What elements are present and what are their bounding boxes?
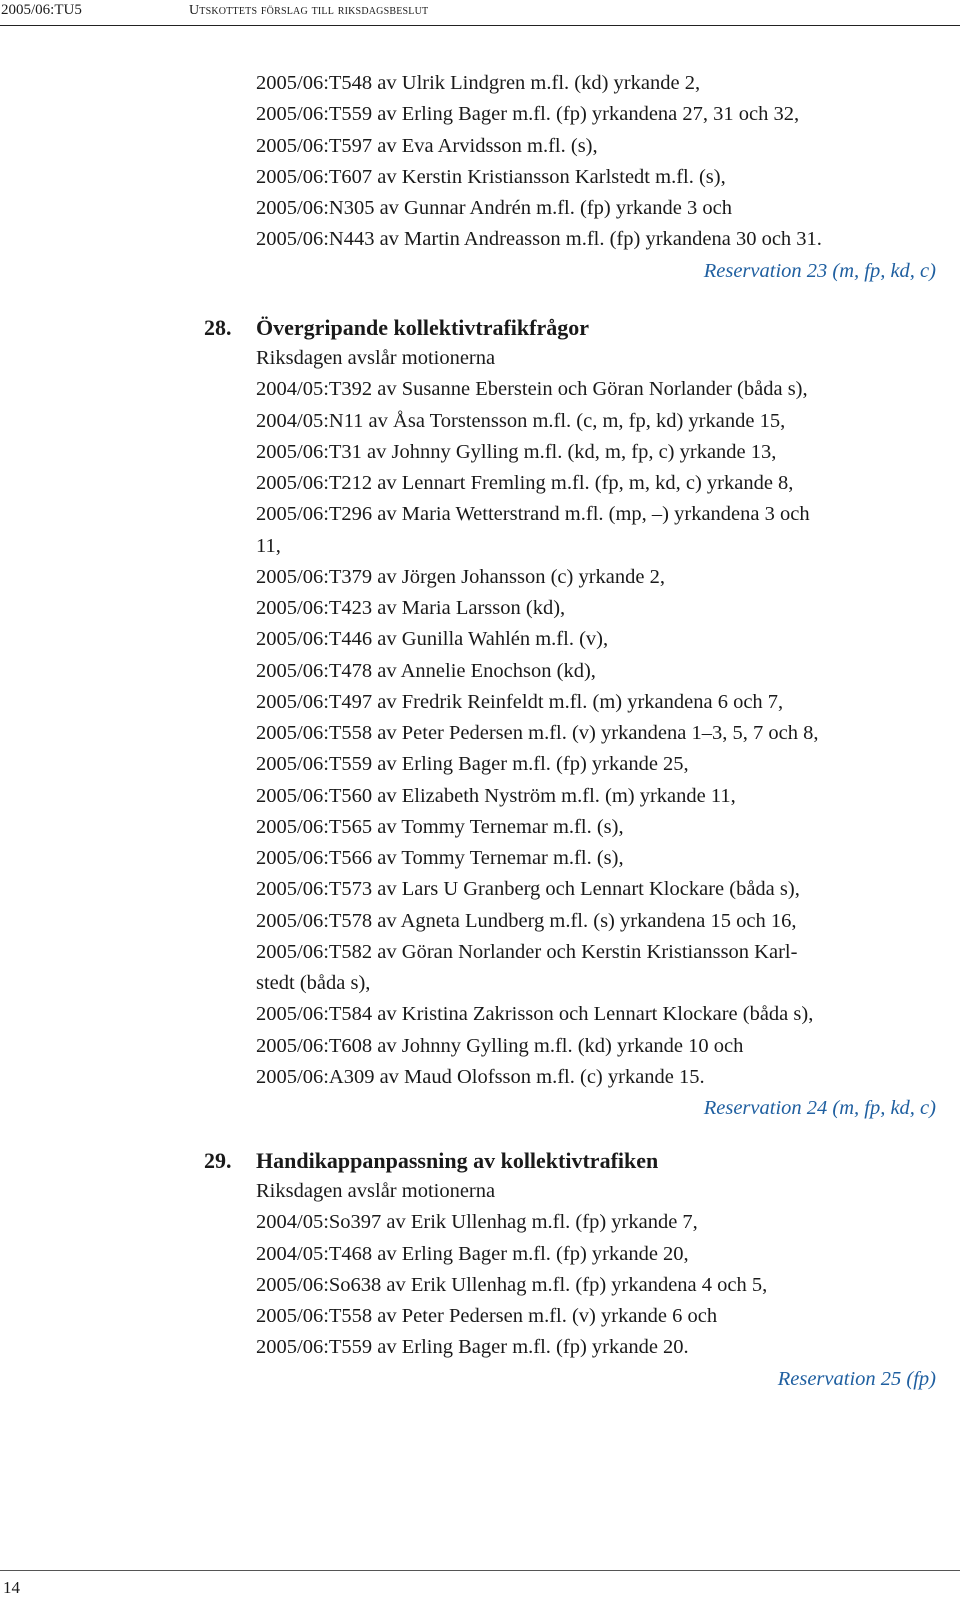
reservation-link[interactable]: Reservation 23 (m, fp, kd, c): [703, 259, 936, 282]
document-id: 2005/06:TU5: [1, 2, 82, 18]
header-rule: [0, 25, 960, 26]
section-heading: [204, 1145, 936, 1176]
motion-line: 2005/06:T559 av Erling Bager m.fl. (fp) yrkandena 27, 31 och 32,: [256, 103, 800, 126]
motion-line: 2005/06:T558 av Peter Pedersen m.fl. (v) yrkande 6 och: [256, 1305, 718, 1327]
section-title: Handikappanpassning av kollektivtrafiken: [256, 1148, 659, 1173]
section-number: 29.: [204, 1148, 232, 1173]
motion-line: 2005/06:T559 av Erling Bager m.fl. (fp) yrkande 20.: [256, 1336, 689, 1359]
page-number: 14: [3, 1578, 20, 1597]
motion-line: 2005/06:T608 av Johnny Gylling m.fl. (kd) yrkande 10 och: [256, 1034, 744, 1057]
motion-line: 2005/06:T379 av Jörgen Johansson (c) yrkande 2,: [256, 565, 665, 588]
reservation-link[interactable]: Reservation 24 (m, fp, kd, c): [703, 1097, 936, 1119]
section-subtitle: Riksdagen avslår motionerna: [256, 347, 496, 369]
motion-line: 2005/06:T566 av Tommy Ternemar m.fl. (s),: [256, 847, 624, 869]
motion-line: 2005/06:T584 av Kristina Zakrisson och Lennart Klockare (båda s),: [256, 1003, 814, 1026]
motion-line: 2005/06:A309 av Maud Olofsson m.fl. (c) yrkande 15.: [256, 1065, 705, 1088]
motion-line: 2005/06:T497 av Fredrik Reinfeldt m.fl. (m) yrkandena 6 och 7,: [256, 690, 784, 713]
motion-line: 2005/06:T573 av Lars U Granberg och Lennart Klockare (båda s),: [256, 878, 800, 901]
motion-line: 11,: [256, 534, 281, 557]
motion-line: 2005/06:T478 av Annelie Enochson (kd),: [256, 659, 596, 682]
motion-line: 2005/06:So638 av Erik Ullenhag m.fl. (fp) yrkandena 4 och 5,: [256, 1273, 768, 1296]
footer-rule: [0, 1570, 960, 1571]
motion-line: 2005/06:T578 av Agneta Lundberg m.fl. (s) yrkandena 15 och 16,: [256, 909, 797, 932]
intro-motion-list: [256, 68, 936, 287]
motion-line: stedt (båda s),: [256, 972, 371, 994]
reservation-link[interactable]: Reservation 25 (fp): [777, 1367, 936, 1390]
motion-line: 2005/06:T559 av Erling Bager m.fl. (fp) yrkande 25,: [256, 753, 689, 776]
section-heading: [204, 312, 936, 343]
motion-line: 2005/06:T560 av Elizabeth Nyström m.fl. (m) yrkande 11,: [256, 784, 736, 807]
motion-line: 2005/06:T597 av Eva Arvidsson m.fl. (s),: [256, 134, 598, 157]
motion-line: 2005/06:T296 av Maria Wetterstrand m.fl. (mp, –) yrkandena 3 och: [256, 503, 810, 526]
motion-line: 2005/06:T565 av Tommy Ternemar m.fl. (s),: [256, 815, 624, 838]
motion-line: 2005/06:N443 av Martin Andreasson m.fl. (fp) yrkandena 30 och 31.: [256, 228, 822, 251]
document-title: Utskottets förslag till riksdagsbeslut: [189, 3, 429, 18]
motion-line: 2005/06:N305 av Gunnar Andrén m.fl. (fp) yrkande 3 och: [256, 197, 732, 219]
page-header: [0, 0, 960, 30]
motion-line: 2004/05:T392 av Susanne Eberstein och Göran Norlander (båda s),: [256, 378, 808, 401]
motion-line: 2005/06:T446 av Gunilla Wahlén m.fl. (v),: [256, 628, 609, 651]
motion-line: 2005/06:T423 av Maria Larsson (kd),: [256, 597, 566, 619]
motion-line: 2005/06:T31 av Johnny Gylling m.fl. (kd, m, fp, c) yrkande 13,: [256, 440, 777, 463]
section-29: [204, 1145, 936, 1395]
motion-line: 2005/06:T582 av Göran Norlander och Kerstin Kristiansson Karl-: [256, 940, 798, 963]
section-subtitle: Riksdagen avslår motionerna: [256, 1180, 496, 1202]
motion-line: 2004/05:T468 av Erling Bager m.fl. (fp) yrkande 20,: [256, 1242, 689, 1265]
section-number: 28.: [204, 315, 232, 340]
section-title: Övergripande kollektivtrafikfrågor: [256, 315, 590, 340]
motion-line: 2005/06:T212 av Lennart Fremling m.fl. (fp, m, kd, c) yrkande 8,: [256, 472, 794, 494]
motion-line: 2005/06:T558 av Peter Pedersen m.fl. (v) yrkandena 1–3, 5, 7 och 8,: [256, 722, 819, 744]
motion-line: 2004/05:N11 av Åsa Torstensson m.fl. (c, m, fp, kd) yrkande 15,: [256, 409, 786, 432]
section-28: [204, 312, 936, 1124]
motion-line: 2005/06:T607 av Kerstin Kristiansson Karlstedt m.fl. (s),: [256, 165, 726, 188]
motion-line: 2004/05:So397 av Erik Ullenhag m.fl. (fp) yrkande 7,: [256, 1211, 698, 1234]
motion-line: 2005/06:T548 av Ulrik Lindgren m.fl. (kd) yrkande 2,: [256, 72, 701, 94]
